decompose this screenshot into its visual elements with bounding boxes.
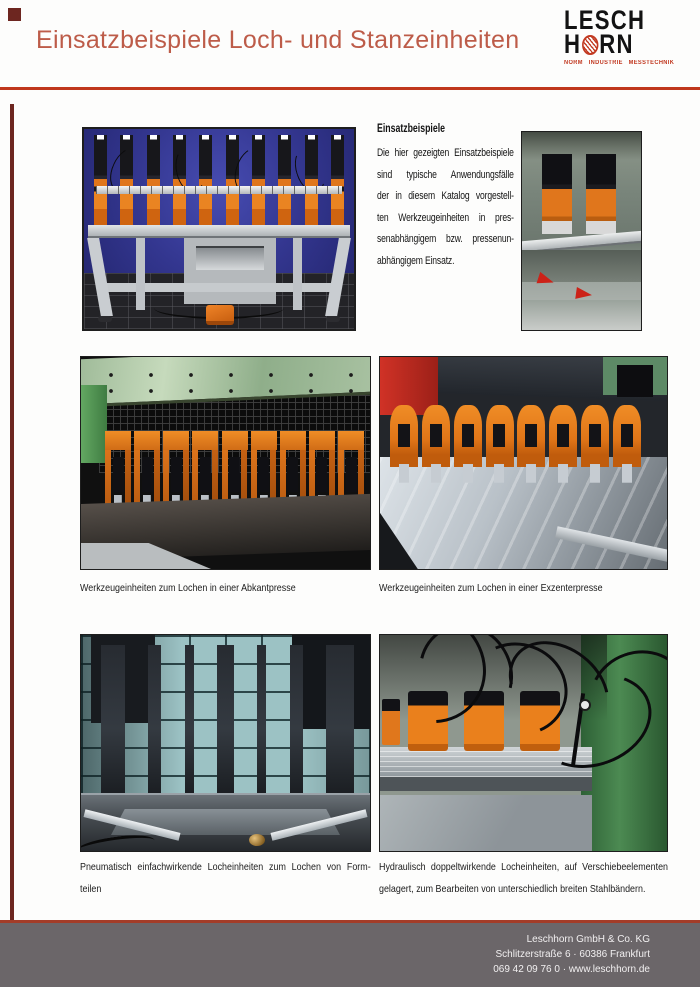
logo-hatched-o-icon <box>582 35 598 55</box>
footer-bar <box>0 923 700 987</box>
punch-unit-row <box>390 405 641 483</box>
caption-line: Werkzeugeinheiten zum Lochen in einer Abkantpresse <box>80 582 296 594</box>
punch-unit <box>586 154 616 234</box>
steel-band-edge <box>380 777 592 791</box>
bench-foot <box>326 316 340 322</box>
tool-slab <box>290 645 303 797</box>
company-logo <box>564 5 675 66</box>
punch-unit <box>454 405 482 483</box>
corner-accent-square <box>8 8 21 21</box>
page-title: Einsatzbeispiele Loch- und Stanzeinheiten <box>36 26 520 54</box>
punch-unit <box>94 135 107 225</box>
logo-letter-h: H <box>564 29 582 59</box>
tool-slab <box>257 645 266 797</box>
intro-line: Die hier gezeigten Einsatzbeispiele <box>377 147 514 159</box>
intro-line: der in diesem Katalog vorgestell- <box>377 190 514 202</box>
photo-floor <box>380 795 592 851</box>
photo-punching-line <box>82 127 356 331</box>
punch-unit <box>278 135 291 225</box>
bench-leg <box>136 238 145 310</box>
intro-line: sind typische Anwendungsfälle <box>377 168 514 181</box>
logo-word-lesch: LESCH <box>564 5 646 35</box>
punch-unit <box>331 135 344 225</box>
mounting-bar <box>96 186 342 194</box>
bench-top <box>88 225 350 238</box>
brass-knob <box>249 834 265 846</box>
photo-floor <box>522 300 641 330</box>
punch-unit <box>390 405 418 483</box>
tool-slab <box>217 645 234 797</box>
photo-shadow <box>522 132 641 160</box>
intro-line: ten Werkzeugeinheiten in pres- <box>377 211 514 224</box>
tool-slab <box>148 645 161 797</box>
caption-line: Werkzeugeinheiten zum Lochen in einer Exzenterpresse <box>379 582 603 594</box>
bench-panel-inset <box>196 246 264 270</box>
c-frame-unit <box>105 431 131 511</box>
c-frame-unit <box>163 431 189 511</box>
footer-phone-web: 069 42 09 76 0 · www.leschhorn.de <box>493 964 650 975</box>
caption-line: teilen <box>80 883 102 895</box>
intro-text-block <box>377 123 514 272</box>
punch-unit <box>613 405 641 483</box>
red-arrow-icon <box>575 287 593 301</box>
caption-line: gelagert, zum Bearbeiten von unterschiedlich breiten Stahlbändern. <box>379 883 646 895</box>
machine-frame <box>81 385 107 463</box>
caption-abkantpresse <box>80 577 371 599</box>
punch-unit <box>581 405 609 483</box>
punch-unit <box>147 135 160 225</box>
punch-unit <box>422 405 450 483</box>
footer-address <box>493 932 650 977</box>
punch-unit <box>486 405 514 483</box>
intro-line: senabhängigem bzw. pressenun- <box>377 233 514 245</box>
footer-company: Leschhorn GmbH & Co. KG <box>526 934 650 945</box>
tool-slab <box>185 645 194 797</box>
caption-pneumatic <box>80 856 371 900</box>
tool-slab <box>101 645 125 797</box>
logo-word-horn <box>564 29 639 59</box>
footer-street: Schlitzerstraße 6 · 60386 Frankfurt <box>495 949 650 960</box>
photo-units-closeup <box>521 131 642 331</box>
machine-box <box>617 365 653 397</box>
bench-leg <box>293 238 302 310</box>
press-beam-holes <box>91 367 360 393</box>
foot-pedal <box>206 305 234 325</box>
header-rule <box>0 87 700 90</box>
photo-hydraulic-units <box>379 634 668 852</box>
photo-abkantpresse <box>80 356 371 570</box>
logo-letters-rn: RN <box>599 29 634 59</box>
caption-exzenterpresse <box>379 577 668 599</box>
bench-foot <box>98 316 112 322</box>
punch-unit <box>542 154 572 234</box>
intro-heading: Einsatzbeispiele <box>377 123 446 135</box>
left-margin-rule <box>10 104 14 921</box>
c-frame-unit <box>134 431 160 511</box>
pressure-gauge-icon <box>579 699 591 711</box>
tool-slab <box>326 645 354 797</box>
caption-line: Hydraulisch doppeltwirkende Locheinheiten, auf Verschiebeelementen <box>379 861 668 873</box>
photo-pneumatic-units <box>80 634 371 852</box>
tool-slab-row <box>101 645 354 797</box>
intro-line: abhängigem Einsatz. <box>377 254 455 267</box>
caption-line: Pneumatisch einfachwirkende Locheinheiten zum Lochen von Form- <box>80 861 371 873</box>
punch-unit <box>517 405 545 483</box>
photo-exzenterpresse <box>379 356 668 570</box>
punch-unit <box>549 405 577 483</box>
logo-tagline: NORM INDUSTRIE MESSTECHNIK <box>564 60 675 66</box>
caption-hydraulic <box>379 856 668 900</box>
